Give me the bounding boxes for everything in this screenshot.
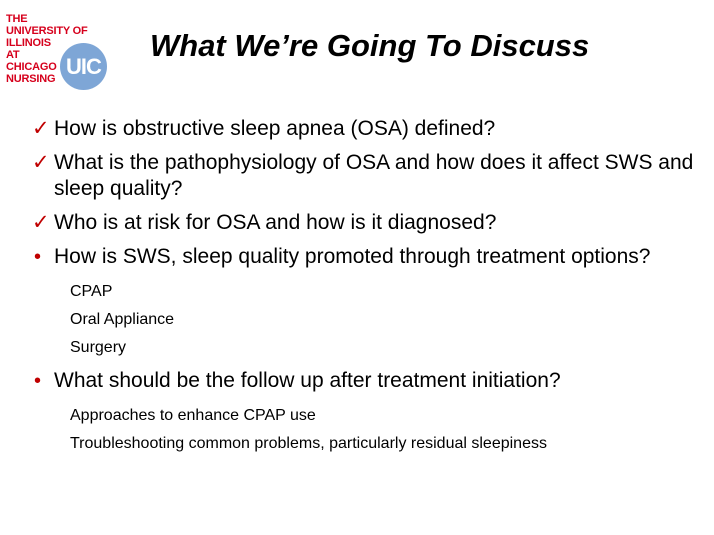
logo-line: UNIVERSITY OF: [6, 25, 88, 37]
list-item: [32, 244, 700, 270]
bullet-icon: •: [34, 370, 42, 392]
sub-item: Surgery: [70, 339, 127, 356]
slide-title: What We’re Going To Discuss: [150, 28, 590, 63]
item-text: Who is at risk for OSA and how is it diagnosed?: [54, 211, 497, 234]
item-text: What should be the follow up after treatment initiation?: [54, 369, 561, 392]
uic-badge: UIC: [60, 43, 107, 90]
logo-line: NURSING: [6, 73, 56, 85]
logo-line: CHICAGO: [6, 61, 57, 73]
checkmark-icon: ✓: [32, 117, 50, 140]
checkmark-icon: ✓: [32, 151, 50, 174]
logo-line: AT: [6, 49, 20, 61]
list-item: [32, 210, 700, 236]
item-text: What is the pathophysiology of OSA and how does it affect SWS and sleep quality?: [54, 151, 694, 200]
sub-item: Oral Appliance: [70, 311, 175, 328]
checkmark-icon: ✓: [32, 211, 50, 234]
list-item: [32, 116, 700, 142]
uic-nursing-logo: [6, 13, 106, 93]
sub-item: Troubleshooting common problems, particularly residual sleepiness: [70, 435, 547, 452]
logo-line: THE: [6, 13, 28, 25]
bullet-list: [32, 116, 700, 458]
bullet-icon: •: [34, 246, 42, 268]
sub-item: CPAP: [70, 283, 113, 300]
item-text: How is SWS, sleep quality promoted through treatment options?: [54, 245, 651, 268]
item-text: How is obstructive sleep apnea (OSA) defined?: [54, 117, 496, 140]
list-item: [32, 150, 700, 202]
logo-line: ILLINOIS: [6, 37, 51, 49]
sub-item: Approaches to enhance CPAP use: [70, 407, 316, 424]
list-item: [32, 368, 700, 394]
